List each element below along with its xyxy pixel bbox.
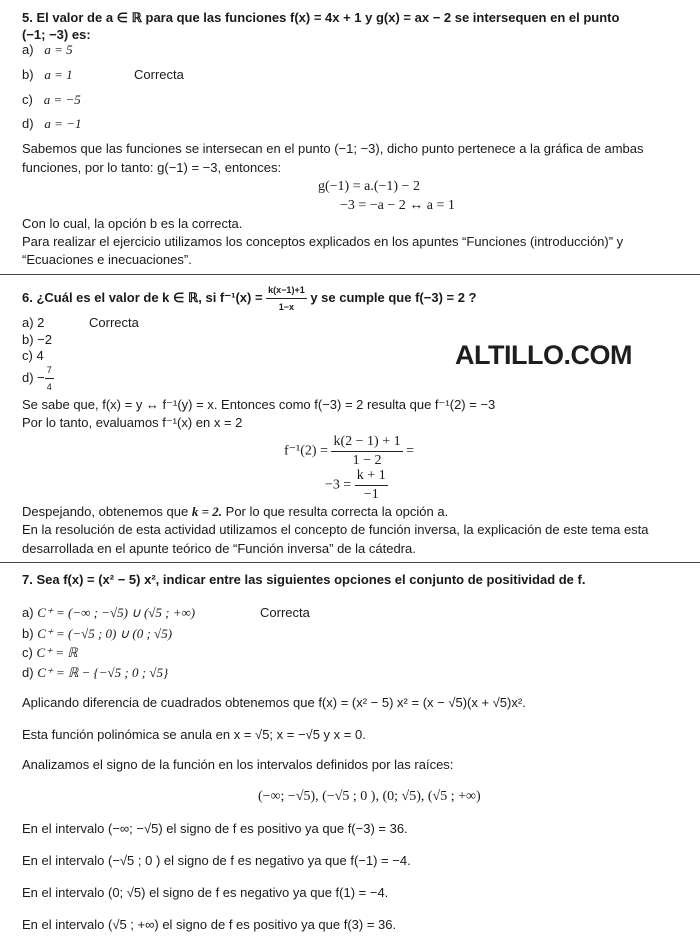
q7-option-a (22, 605, 310, 621)
q5-option-b (22, 67, 184, 83)
option-label: a) (22, 605, 34, 620)
denominator: 1 − 2 (352, 453, 382, 468)
q6-option-c: c) 4 (22, 348, 44, 363)
option-label: d) − (22, 369, 45, 385)
option-label: a) (22, 42, 34, 57)
numerator: 7 (45, 362, 54, 379)
denominator: 1−x (278, 302, 295, 312)
option-value: C⁺ = (−√5 ; 0) ∪ (0 ; √5) (37, 626, 173, 641)
q7-explanation-2: Esta función polinómica se anula en x = √5; x = −√5 y x = 0. (22, 727, 366, 742)
numerator: k(2 − 1) + 1 (331, 433, 402, 452)
q7-option-b (22, 626, 172, 642)
q5-explanation-1: Sabemos que las funciones se intersecan en el punto (−1; −3), dicho punto pertenece a la gráfica de ambas (22, 141, 644, 156)
title-text: 6. ¿Cuál es el valor de k ∈ ℝ, si f⁻¹(x) = (22, 289, 263, 305)
q5-explanation-2: funciones, por lo tanto: g(−1) = −3, entonces: (22, 160, 282, 175)
divider (0, 274, 700, 275)
numerator: k + 1 (355, 467, 388, 486)
correct-note: Correcta (260, 605, 310, 620)
q6-option-a (22, 315, 139, 331)
option-value: a = 1 (44, 67, 73, 82)
q5-equation-2: −3 = −a − 2 ↔ a = 1 (340, 198, 455, 213)
option-label: a) 2 (22, 315, 45, 330)
q5-equation-1: g(−1) = a.(−1) − 2 (318, 179, 420, 194)
option-value: a = −5 (43, 92, 81, 107)
text: Despejando, obtenemos que (22, 504, 192, 519)
option-label: c) (22, 645, 33, 660)
q5-conclusion: Con lo cual, la opción b es la correcta. (22, 216, 243, 231)
q7-title: 7. Sea f(x) = (x² − 5) x², indicar entre las siguientes opciones el conjunto de positividad de f. (22, 572, 586, 587)
q6-reference-2: desarrollada en el apunte teórico de “Función inversa” de la cátedra. (22, 541, 416, 556)
fraction (355, 467, 388, 504)
rhs: = (406, 443, 414, 459)
correct-note: Correcta (134, 67, 184, 82)
q6-reference-1: En la resolución de esta actividad utilizamos el concepto de función inversa, la explicación de este tema esta (22, 522, 649, 537)
denominator: −1 (363, 487, 379, 502)
q7-explanation-1: Aplicando diferencia de cuadrados obtenemos que f(x) = (x² − 5) x² = (x − √5)(x + √5)x². (22, 695, 526, 710)
q5-option-c (22, 92, 81, 108)
option-label: b) (22, 67, 34, 82)
title-fraction (266, 282, 307, 315)
option-label: c) (22, 92, 33, 107)
lhs: f⁻¹(2) = (284, 443, 328, 459)
q7-sign-line: En el intervalo (√5 ; +∞) el signo de f es positivo ya que f(3) = 36. (22, 917, 397, 932)
option-value: C⁺ = ℝ − {−√5 ; 0 ; √5} (37, 665, 169, 680)
lhs: −3 = (325, 477, 352, 493)
q5-title-line-2: (−1; −3) es: (22, 27, 91, 42)
correct-note: Correcta (89, 315, 139, 330)
option-value: a = 5 (44, 42, 73, 57)
q6-equation-2 (325, 467, 388, 504)
divider (0, 562, 700, 563)
q6-option-d (22, 362, 54, 395)
q7-option-d (22, 665, 168, 681)
option-fraction (45, 362, 54, 395)
q6-result (22, 504, 448, 520)
title-text: y se cumple que f(−3) = 2 ? (310, 289, 477, 305)
q5-option-d (22, 116, 81, 132)
option-label: d) (22, 665, 34, 680)
q5-reference-2: “Ecuaciones e inecuaciones”. (22, 252, 192, 267)
q7-option-c (22, 645, 78, 661)
q5-option-a (22, 42, 73, 58)
altillo-watermark: ALTILLO.COM (455, 340, 632, 370)
q7-explanation-3: Analizamos el signo de la función en los intervalos definidos por las raíces: (22, 757, 454, 772)
q7-sign-line: En el intervalo (−√5 ; 0 ) el signo de f es negativo ya que f(−1) = −4. (22, 853, 411, 868)
result-value: k = 2. (191, 504, 223, 519)
q6-equation-1 (284, 433, 414, 470)
option-label: d) (22, 116, 34, 131)
q7-sign-line: En el intervalo (0; √5) el signo de f es negativo ya que f(1) = −4. (22, 885, 389, 900)
fraction (331, 433, 402, 470)
option-label: b) (22, 626, 34, 641)
q5-reference-1: Para realizar el ejercicio utilizamos los conceptos explicados en los apuntes “Funciones (introducción)” y (22, 234, 624, 249)
q6-option-b: b) −2 (22, 332, 52, 347)
q6-explanation-1: Se sabe que, f(x) = y ↔ f⁻¹(y) = x. Entonces como f(−3) = 2 resulta que f⁻¹(2) = −3 (22, 397, 496, 412)
q7-sign-line: En el intervalo (−∞; −√5) el signo de f es positivo ya que f(−3) = 36. (22, 821, 408, 836)
option-value: C⁺ = ℝ (36, 645, 78, 660)
q6-explanation-2: Por lo tanto, evaluamos f⁻¹(x) en x = 2 (22, 415, 243, 430)
option-value: C⁺ = (−∞ ; −√5) ∪ (√5 ; +∞) (37, 605, 196, 620)
denominator: 4 (46, 382, 52, 392)
q6-title (22, 282, 477, 315)
numerator: k(x−1)+1 (266, 282, 307, 299)
q5-title-line-1: 5. El valor de a ∈ ℝ para que las funciones f(x) = 4x + 1 y g(x) = ax − 2 se intersequen en el punto (22, 10, 620, 25)
option-value: a = −1 (44, 116, 82, 131)
q7-intervals: (−∞; −√5), (−√5 ; 0 ), (0; √5), (√5 ; +∞) (258, 789, 481, 804)
text: Por lo que resulta correcta la opción a. (222, 504, 449, 519)
